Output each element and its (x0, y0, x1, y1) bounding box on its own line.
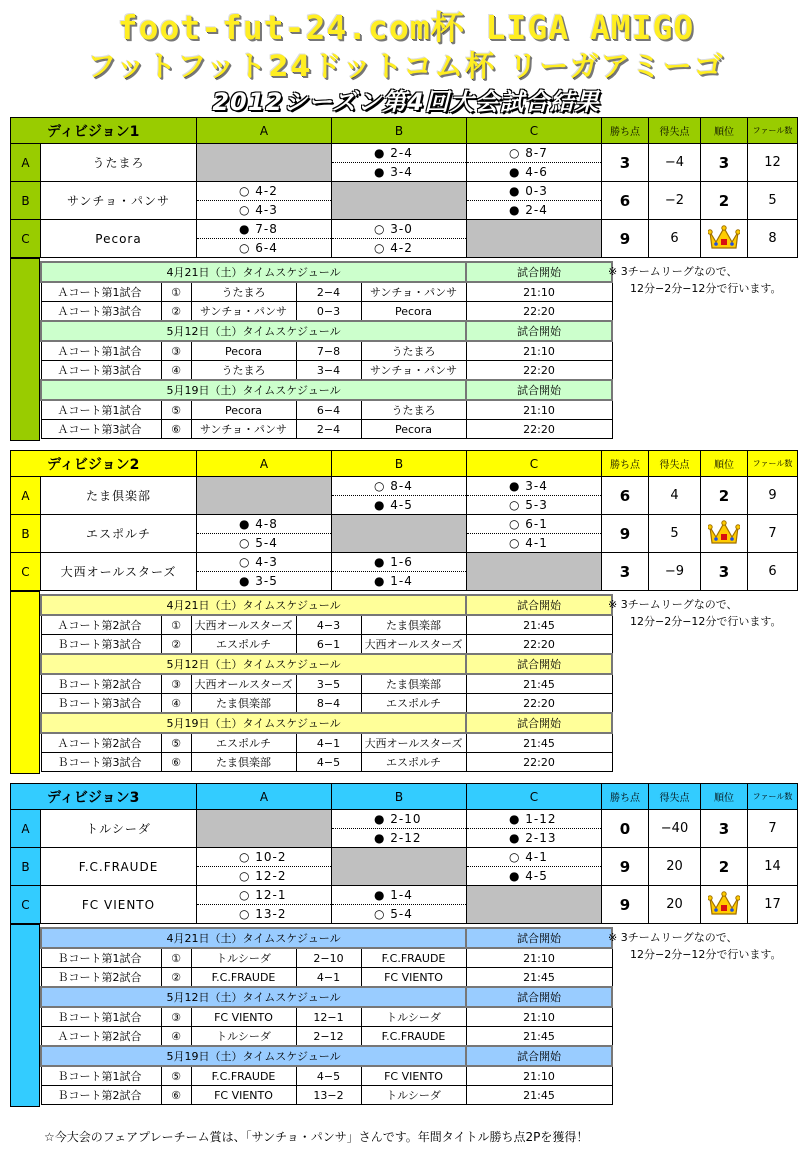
home-team: トルシーダ (191, 948, 296, 968)
division-name: ディビジョン3 (11, 784, 197, 810)
away-team: Pecora (361, 420, 466, 439)
kickoff-time: 21:45 (466, 1086, 612, 1105)
rank-cell (701, 515, 748, 553)
schedule-row (41, 674, 612, 694)
win-points: 9 (602, 220, 649, 258)
away-team: サンチョ・パンサ (361, 361, 466, 381)
match-number: ③ (161, 341, 191, 361)
rank-cell (701, 886, 748, 924)
home-team: エスポルチ (191, 733, 296, 753)
court-label: Ｂコート第1試合 (41, 1066, 161, 1086)
start-time-header: 試合開始 (466, 987, 612, 1007)
self-match-cell (467, 220, 602, 258)
note-line-2: 12分−2分−12分で行います。 (630, 282, 782, 295)
court-label: Ｂコート第3試合 (41, 635, 161, 655)
start-time-header: 試合開始 (466, 595, 612, 615)
schedule-row (41, 400, 612, 420)
column-header-c: C (467, 451, 602, 477)
away-team: たま倶楽部 (361, 674, 466, 694)
kickoff-time: 21:10 (466, 400, 612, 420)
match-result: 4−3 (296, 615, 361, 635)
schedule-row (41, 1066, 612, 1086)
win-points-header: 勝ち点 (602, 451, 649, 477)
away-team: 大西オールスターズ (361, 733, 466, 753)
start-time-header: 試合開始 (466, 380, 612, 400)
away-team: 大西オールスターズ (361, 635, 466, 655)
results-table (10, 783, 798, 924)
court-label: Ａコート第1試合 (41, 341, 161, 361)
title-line-1: foot-fut-24.com杯 LIGA AMIGO (117, 8, 695, 47)
match-score: ○ 8-4 (332, 477, 467, 496)
self-match-cell (332, 848, 467, 886)
kickoff-time: 22:20 (466, 420, 612, 439)
foul-count: 17 (748, 886, 798, 924)
column-header-a: A (197, 784, 332, 810)
team-name: F.C.FRAUDE (41, 848, 197, 886)
start-time-header: 試合開始 (466, 1046, 612, 1066)
self-match-cell (332, 182, 467, 220)
self-match-cell (197, 810, 332, 848)
match-score: ● 4-5 (332, 496, 467, 515)
away-team: トルシーダ (361, 1086, 466, 1105)
goal-difference: 20 (649, 848, 701, 886)
win-points: 0 (602, 810, 649, 848)
results-table (10, 450, 798, 591)
note-line-1: ※ 3チームリーグなので、 (608, 598, 738, 611)
home-team: F.C.FRAUDE (191, 1066, 296, 1086)
schedule-date-header: 4月21日（土）タイムスケジュール (41, 928, 466, 948)
goal-difference: −2 (649, 182, 701, 220)
home-team: Pecora (191, 400, 296, 420)
court-label: Ｂコート第1試合 (41, 948, 161, 968)
rank: 3 (701, 810, 748, 848)
kickoff-time: 22:20 (466, 753, 612, 772)
start-time-header: 試合開始 (466, 321, 612, 341)
court-label: Ａコート第3試合 (41, 420, 161, 439)
home-team: サンチョ・パンサ (191, 302, 296, 322)
team-name: 大西オールスターズ (41, 553, 197, 591)
foul-count: 8 (748, 220, 798, 258)
match-number: ⑤ (161, 1066, 191, 1086)
goal-difference: 6 (649, 220, 701, 258)
goal-difference: −4 (649, 144, 701, 182)
kickoff-time: 21:45 (466, 1027, 612, 1047)
foul-count: 7 (748, 810, 798, 848)
column-header-b: B (332, 118, 467, 144)
note-line-2: 12分−2分−12分で行います。 (630, 615, 782, 628)
schedule-row (41, 302, 612, 322)
home-team: たま倶楽部 (191, 694, 296, 714)
team-row-label: C (11, 886, 41, 924)
kickoff-time: 22:20 (466, 694, 612, 714)
self-match-cell (332, 515, 467, 553)
schedule-date-header: 4月21日（土）タイムスケジュール (41, 595, 466, 615)
schedule-row (41, 361, 612, 381)
match-number: ④ (161, 361, 191, 381)
court-label: Ｂコート第1試合 (41, 1007, 161, 1027)
schedule-table (40, 927, 613, 1105)
match-number: ④ (161, 694, 191, 714)
goal-diff-header: 得失点 (649, 784, 701, 810)
match-score: ● 2-13 (467, 829, 602, 848)
rank: 3 (701, 144, 748, 182)
away-team: F.C.FRAUDE (361, 1027, 466, 1047)
match-score: ● 4-6 (467, 163, 602, 182)
foul-count: 14 (748, 848, 798, 886)
match-score: ○ 6-4 (197, 239, 332, 258)
match-score: ○ 4-3 (197, 553, 332, 572)
win-points: 6 (602, 477, 649, 515)
team-name: サンチョ・パンサ (41, 182, 197, 220)
column-header-b: B (332, 451, 467, 477)
title-line-3: 2012シーズン第4回大会試合結果 (212, 88, 600, 116)
home-team: うたまろ (191, 361, 296, 381)
match-result: 4−1 (296, 733, 361, 753)
home-team: 大西オールスターズ (191, 615, 296, 635)
match-number: ⑥ (161, 753, 191, 772)
home-team: FC VIENTO (191, 1086, 296, 1105)
away-team: うたまろ (361, 341, 466, 361)
match-score: ● 3-5 (197, 572, 332, 591)
column-header-b: B (332, 784, 467, 810)
court-label: Ａコート第2試合 (41, 733, 161, 753)
match-score: ● 7-8 (197, 220, 332, 239)
start-time-header: 試合開始 (466, 654, 612, 674)
match-number: ⑥ (161, 420, 191, 439)
results-table (10, 117, 798, 258)
schedule-table (40, 594, 613, 772)
column-header-c: C (467, 784, 602, 810)
kickoff-time: 21:45 (466, 968, 612, 988)
team-row-label: A (11, 144, 41, 182)
kickoff-time: 22:20 (466, 302, 612, 322)
away-team: うたまろ (361, 400, 466, 420)
schedule-date-header: 5月12日（土）タイムスケジュール (41, 654, 466, 674)
away-team: たま倶楽部 (361, 615, 466, 635)
team-row-label: B (11, 848, 41, 886)
home-team: サンチョ・パンサ (191, 420, 296, 439)
title-line-2: フットフット24ドットコム杯 リーガアミーゴ (87, 49, 725, 83)
self-match-cell (197, 144, 332, 182)
schedule-note (608, 929, 782, 963)
match-score: ● 1-12 (467, 810, 602, 829)
match-number: ⑤ (161, 400, 191, 420)
court-label: Ｂコート第2試合 (41, 968, 161, 988)
match-score: ● 3-4 (332, 163, 467, 182)
team-row-label: B (11, 182, 41, 220)
court-label: Ｂコート第2試合 (41, 674, 161, 694)
match-number: ⑤ (161, 733, 191, 753)
schedule-date-header: 5月19日（土）タイムスケジュール (41, 713, 466, 733)
schedule-row (41, 635, 612, 655)
schedule-row (41, 615, 612, 635)
start-time-header: 試合開始 (466, 928, 612, 948)
foul-count: 12 (748, 144, 798, 182)
goal-diff-header: 得失点 (649, 118, 701, 144)
away-team: FC VIENTO (361, 968, 466, 988)
win-points: 9 (602, 886, 649, 924)
schedule-note (608, 263, 782, 297)
team-name: エスポルチ (41, 515, 197, 553)
rank-cell (701, 220, 748, 258)
self-match-cell (467, 553, 602, 591)
schedule-row (41, 948, 612, 968)
match-score: ● 2-4 (332, 144, 467, 163)
win-points: 9 (602, 848, 649, 886)
schedule-side-strip (10, 258, 40, 441)
match-result: 2−4 (296, 420, 361, 439)
match-number: ③ (161, 674, 191, 694)
match-score: ● 2-10 (332, 810, 467, 829)
crown-icon (708, 519, 740, 548)
schedule-date-header: 5月19日（土）タイムスケジュール (41, 1046, 466, 1066)
court-label: Ａコート第2試合 (41, 1027, 161, 1047)
foul-count: 9 (748, 477, 798, 515)
match-score: ● 1-4 (332, 886, 467, 905)
match-result: 13−2 (296, 1086, 361, 1105)
goal-difference: 4 (649, 477, 701, 515)
match-score: ○ 5-3 (467, 496, 602, 515)
schedule-row (41, 1007, 612, 1027)
team-row-label: A (11, 477, 41, 515)
match-score: ○ 4-1 (467, 534, 602, 553)
column-header-a: A (197, 118, 332, 144)
match-number: ① (161, 615, 191, 635)
home-team: うたまろ (191, 282, 296, 302)
match-score: ○ 6-1 (467, 515, 602, 534)
kickoff-time: 22:20 (466, 361, 612, 381)
match-score: ○ 4-2 (197, 182, 332, 201)
rank-header: 順位 (701, 784, 748, 810)
fouls-header: ファール数 (748, 451, 798, 477)
schedule-row (41, 1086, 612, 1105)
match-score: ○ 4-1 (467, 848, 602, 867)
court-label: Ｂコート第3試合 (41, 753, 161, 772)
match-score: ● 2-4 (467, 201, 602, 220)
schedule-side-strip (10, 924, 40, 1107)
match-score: ● 1-4 (332, 572, 467, 591)
match-result: 8−4 (296, 694, 361, 714)
match-result: 0−3 (296, 302, 361, 322)
win-points: 3 (602, 553, 649, 591)
match-result: 4−1 (296, 968, 361, 988)
away-team: FC VIENTO (361, 1066, 466, 1086)
note-line-1: ※ 3チームリーグなので、 (608, 265, 738, 278)
self-match-cell (197, 477, 332, 515)
self-match-cell (467, 886, 602, 924)
match-score: ○ 12-2 (197, 867, 332, 886)
schedule-row (41, 1027, 612, 1047)
team-name: うたまろ (41, 144, 197, 182)
rank: 2 (701, 477, 748, 515)
away-team: トルシーダ (361, 1007, 466, 1027)
start-time-header: 試合開始 (466, 262, 612, 282)
match-result: 7−8 (296, 341, 361, 361)
court-label: Ａコート第3試合 (41, 302, 161, 322)
rank: 2 (701, 182, 748, 220)
home-team: たま倶楽部 (191, 753, 296, 772)
away-team: エスポルチ (361, 753, 466, 772)
win-points: 6 (602, 182, 649, 220)
schedule-date-header: 5月12日（土）タイムスケジュール (41, 321, 466, 341)
match-result: 12−1 (296, 1007, 361, 1027)
kickoff-time: 21:10 (466, 1007, 612, 1027)
match-result: 2−12 (296, 1027, 361, 1047)
match-number: ① (161, 282, 191, 302)
win-points-header: 勝ち点 (602, 118, 649, 144)
goal-diff-header: 得失点 (649, 451, 701, 477)
schedule-row (41, 341, 612, 361)
team-name: トルシーダ (41, 810, 197, 848)
court-label: Ａコート第1試合 (41, 282, 161, 302)
column-header-a: A (197, 451, 332, 477)
match-number: ② (161, 302, 191, 322)
schedule-date-header: 5月12日（土）タイムスケジュール (41, 987, 466, 1007)
note-line-2: 12分−2分−12分で行います。 (630, 948, 782, 961)
court-label: Ｂコート第3試合 (41, 694, 161, 714)
match-score: ○ 3-0 (332, 220, 467, 239)
away-team: F.C.FRAUDE (361, 948, 466, 968)
kickoff-time: 21:45 (466, 615, 612, 635)
kickoff-time: 21:10 (466, 948, 612, 968)
foul-count: 6 (748, 553, 798, 591)
crown-icon (708, 890, 740, 919)
home-team: エスポルチ (191, 635, 296, 655)
match-score: ● 4-5 (467, 867, 602, 886)
schedule-row (41, 753, 612, 772)
home-team: Pecora (191, 341, 296, 361)
team-name: FC VIENTO (41, 886, 197, 924)
rank: 3 (701, 553, 748, 591)
match-score: ● 3-4 (467, 477, 602, 496)
match-result: 2−4 (296, 282, 361, 302)
match-score: ○ 12-1 (197, 886, 332, 905)
schedule-row (41, 968, 612, 988)
kickoff-time: 21:10 (466, 341, 612, 361)
division-name: ディビジョン1 (11, 118, 197, 144)
rank-header: 順位 (701, 118, 748, 144)
kickoff-time: 21:10 (466, 1066, 612, 1086)
note-line-1: ※ 3チームリーグなので、 (608, 931, 738, 944)
match-score: ○ 5-4 (197, 534, 332, 553)
match-score: ○ 4-2 (332, 239, 467, 258)
fair-play-note: ☆今大会のフェアプレーチーム賞は、「サンチョ・パンサ」さんです。年間タイトル勝ち点2Pを獲得！ (44, 1130, 589, 1144)
match-number: ③ (161, 1007, 191, 1027)
division-name: ディビジョン2 (11, 451, 197, 477)
goal-difference: −9 (649, 553, 701, 591)
foul-count: 5 (748, 182, 798, 220)
team-row-label: A (11, 810, 41, 848)
column-header-c: C (467, 118, 602, 144)
match-result: 4−5 (296, 753, 361, 772)
match-result: 4−5 (296, 1066, 361, 1086)
foul-count: 7 (748, 515, 798, 553)
team-name: たま倶楽部 (41, 477, 197, 515)
match-result: 6−4 (296, 400, 361, 420)
schedule-row (41, 733, 612, 753)
match-number: ② (161, 635, 191, 655)
match-score: ○ 10-2 (197, 848, 332, 867)
home-team: トルシーダ (191, 1027, 296, 1047)
away-team: サンチョ・パンサ (361, 282, 466, 302)
fouls-header: ファール数 (748, 118, 798, 144)
kickoff-time: 21:45 (466, 733, 612, 753)
win-points-header: 勝ち点 (602, 784, 649, 810)
match-number: ② (161, 968, 191, 988)
start-time-header: 試合開始 (466, 713, 612, 733)
kickoff-time: 22:20 (466, 635, 612, 655)
match-score: ○ 4-3 (197, 201, 332, 220)
home-team: FC VIENTO (191, 1007, 296, 1027)
schedule-date-header: 5月19日（土）タイムスケジュール (41, 380, 466, 400)
kickoff-time: 21:10 (466, 282, 612, 302)
match-score: ○ 8-7 (467, 144, 602, 163)
away-team: Pecora (361, 302, 466, 322)
match-number: ① (161, 948, 191, 968)
home-team: F.C.FRAUDE (191, 968, 296, 988)
goal-difference: 20 (649, 886, 701, 924)
goal-difference: −40 (649, 810, 701, 848)
team-name: Pecora (41, 220, 197, 258)
schedule-table (40, 261, 613, 439)
match-score: ○ 13-2 (197, 905, 332, 924)
schedule-row (41, 282, 612, 302)
court-label: Ａコート第1試合 (41, 400, 161, 420)
away-team: エスポルチ (361, 694, 466, 714)
match-score: ● 0-3 (467, 182, 602, 201)
schedule-note (608, 596, 782, 630)
match-score: ● 1-6 (332, 553, 467, 572)
team-row-label: B (11, 515, 41, 553)
schedule-date-header: 4月21日（土）タイムスケジュール (41, 262, 466, 282)
goal-difference: 5 (649, 515, 701, 553)
match-score: ● 4-8 (197, 515, 332, 534)
kickoff-time: 21:45 (466, 674, 612, 694)
schedule-row (41, 694, 612, 714)
win-points: 9 (602, 515, 649, 553)
match-score: ○ 5-4 (332, 905, 467, 924)
match-result: 6−1 (296, 635, 361, 655)
match-number: ⑥ (161, 1086, 191, 1105)
team-row-label: C (11, 553, 41, 591)
home-team: 大西オールスターズ (191, 674, 296, 694)
court-label: Ｂコート第2試合 (41, 1086, 161, 1105)
match-result: 3−4 (296, 361, 361, 381)
rank: 2 (701, 848, 748, 886)
match-result: 3−5 (296, 674, 361, 694)
match-score: ● 2-12 (332, 829, 467, 848)
win-points: 3 (602, 144, 649, 182)
match-number: ④ (161, 1027, 191, 1047)
crown-icon (708, 224, 740, 253)
schedule-side-strip (10, 591, 40, 774)
team-row-label: C (11, 220, 41, 258)
rank-header: 順位 (701, 451, 748, 477)
fouls-header: ファール数 (748, 784, 798, 810)
schedule-row (41, 420, 612, 439)
court-label: Ａコート第3試合 (41, 361, 161, 381)
court-label: Ａコート第2試合 (41, 615, 161, 635)
match-result: 2−10 (296, 948, 361, 968)
